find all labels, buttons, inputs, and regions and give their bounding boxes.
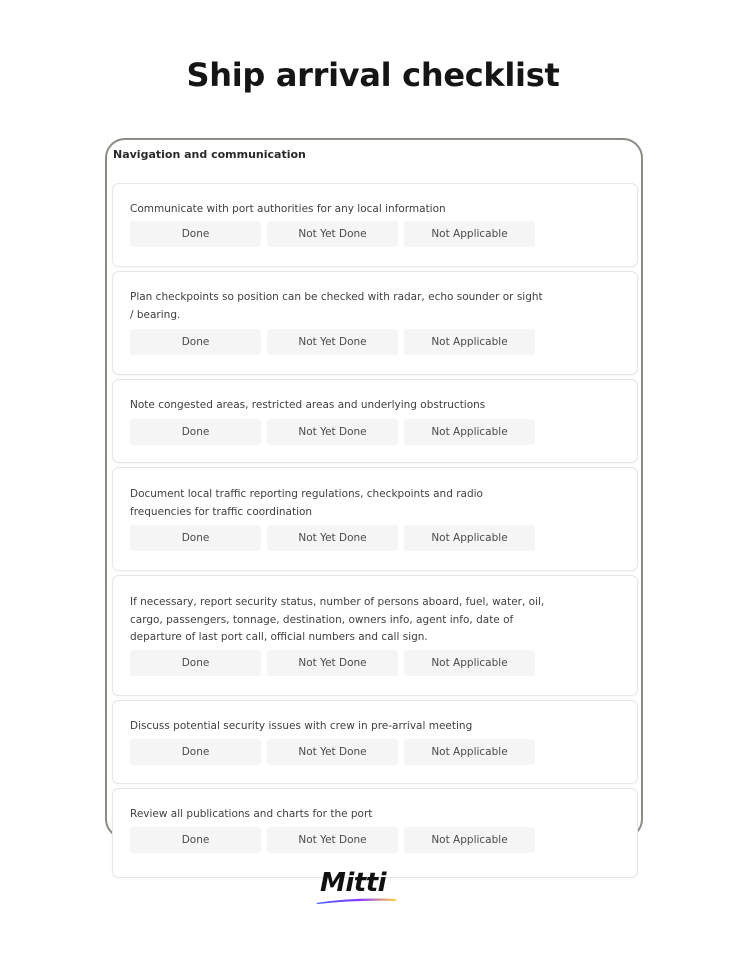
checklist-item bbox=[112, 467, 638, 571]
not-applicable-button[interactable]: Not Applicable bbox=[404, 739, 535, 765]
not-applicable-button[interactable]: Not Applicable bbox=[404, 827, 535, 853]
logo-text: Mitti bbox=[320, 868, 387, 898]
checklist-item bbox=[112, 183, 638, 267]
done-button[interactable]: Done bbox=[130, 419, 261, 445]
not-yet-done-button[interactable]: Not Yet Done bbox=[267, 221, 398, 247]
done-button[interactable]: Done bbox=[130, 525, 261, 551]
not-applicable-button[interactable]: Not Applicable bbox=[404, 525, 535, 551]
item-text: Review all publications and charts for the port bbox=[130, 808, 373, 820]
item-text: Communicate with port authorities for any local information bbox=[130, 203, 446, 215]
checklist-item bbox=[112, 788, 638, 878]
item-text: Discuss potential security issues with crew in pre-arrival meeting bbox=[130, 720, 473, 732]
item-text: If necessary, report security status, number of persons aboard, fuel, water, oil, cargo, passengers, tonnage, destination, owners info, agent info, date of departure of last port call, official numbers and call sign. bbox=[130, 596, 545, 643]
not-yet-done-button[interactable]: Not Yet Done bbox=[267, 525, 398, 551]
not-applicable-button[interactable]: Not Applicable bbox=[404, 329, 535, 355]
checklist-item bbox=[112, 575, 638, 696]
not-yet-done-button[interactable]: Not Yet Done bbox=[267, 739, 398, 765]
not-applicable-button[interactable]: Not Applicable bbox=[404, 419, 535, 445]
checklist-item bbox=[112, 379, 638, 463]
not-yet-done-button[interactable]: Not Yet Done bbox=[267, 827, 398, 853]
done-button[interactable]: Done bbox=[130, 650, 261, 676]
not-yet-done-button[interactable]: Not Yet Done bbox=[267, 650, 398, 676]
not-yet-done-button[interactable]: Not Yet Done bbox=[267, 329, 398, 355]
checklist-item bbox=[112, 271, 638, 375]
not-yet-done-button[interactable]: Not Yet Done bbox=[267, 419, 398, 445]
done-button[interactable]: Done bbox=[130, 221, 261, 247]
logo-swoosh-icon bbox=[314, 896, 398, 904]
not-applicable-button[interactable]: Not Applicable bbox=[404, 221, 535, 247]
item-text: Document local traffic reporting regulations, checkpoints and radio frequencies for traffic coordination bbox=[130, 488, 483, 518]
item-text: Plan checkpoints so position can be checked with radar, echo sounder or sight / bearing. bbox=[130, 291, 543, 321]
checklist-item bbox=[112, 700, 638, 784]
section-title: Navigation and communication bbox=[113, 148, 306, 161]
done-button[interactable]: Done bbox=[130, 827, 261, 853]
checklist-frame bbox=[105, 138, 643, 846]
done-button[interactable]: Done bbox=[130, 739, 261, 765]
done-button[interactable]: Done bbox=[130, 329, 261, 355]
page-title: Ship arrival checklist bbox=[186, 56, 560, 94]
not-applicable-button[interactable]: Not Applicable bbox=[404, 650, 535, 676]
item-text: Note congested areas, restricted areas and underlying obstructions bbox=[130, 399, 486, 411]
mitti-logo bbox=[314, 868, 404, 908]
